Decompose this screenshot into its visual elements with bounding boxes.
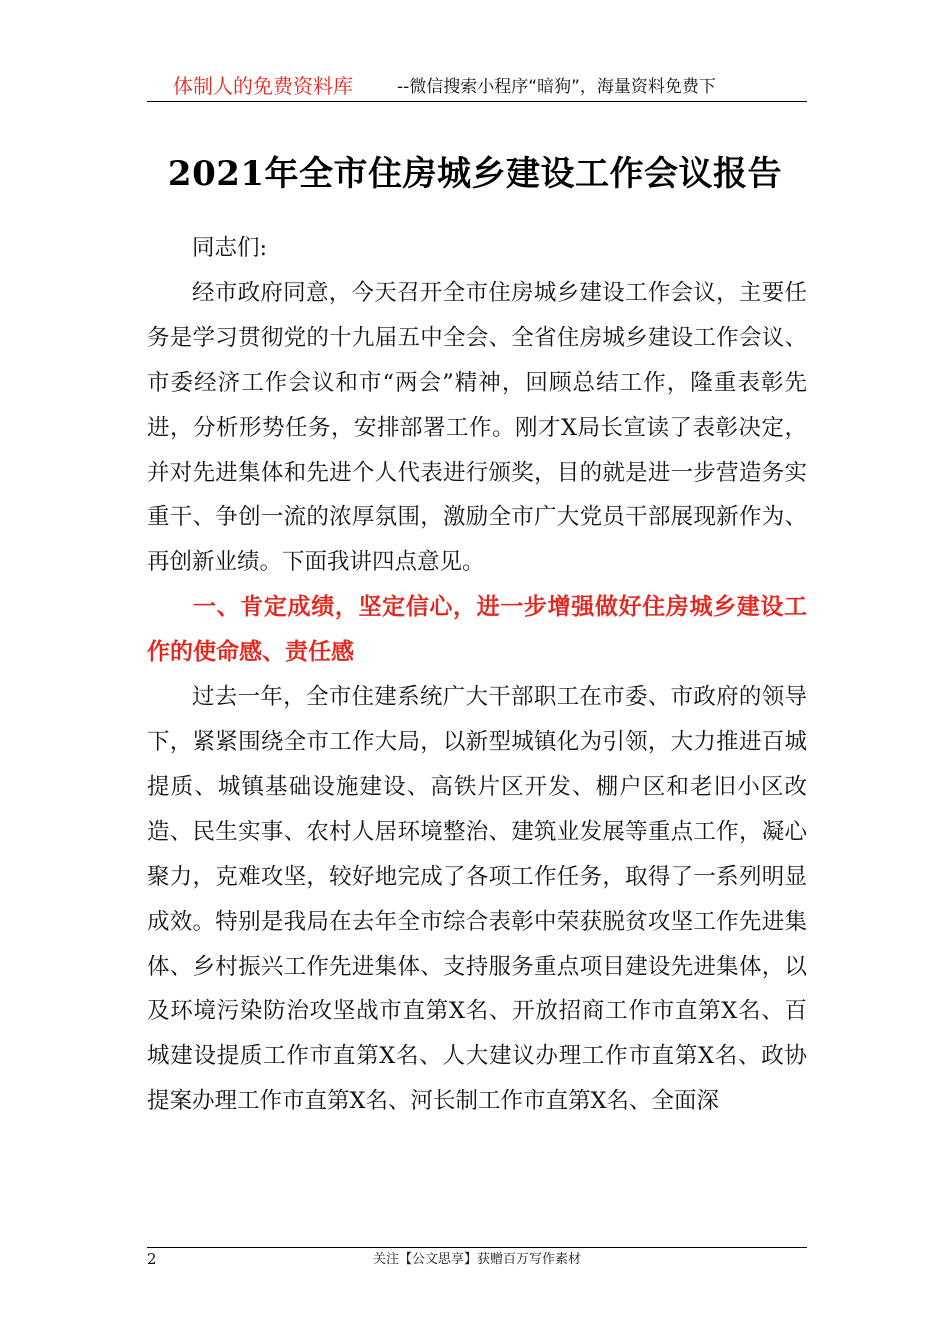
greeting: 同志们: bbox=[192, 235, 268, 261]
document-title: 2021年全市住房城乡建设工作会议报告 bbox=[167, 154, 783, 194]
section-heading: 一、肯定成绩，坚定信心，进一步增强做好住房城乡建设工作的使命感、责任感 bbox=[147, 594, 807, 666]
document-body bbox=[147, 226, 807, 1124]
intro-paragraph: 经市政府同意，今天召开全市住房城乡建设工作会议，主要任务是学习贯彻党的十九届五中全会、全省住房城乡建设工作会议、市委经济工作会议和市“两会”精神，回顾总结工作，隆重表彰先进，分析形势任务，安排部署工作。刚才X局长宣读了表彰决定，并对先进集体和先进个人代表进行颁奖，目的就是进一步营造务实重干、争创一流的浓厚氛围，激励全市广大党员干部展现新作为、再创新业绩。下面我讲四点意见。 bbox=[147, 279, 807, 576]
page-number: 2 bbox=[147, 1250, 157, 1268]
page-header bbox=[147, 73, 807, 102]
header-promo: --微信搜索小程序“暗狗”，海量资料免费下 bbox=[397, 77, 716, 97]
header-brand: 体制人的免费资料库 bbox=[173, 74, 353, 98]
footer-slogan: 关注【公文思享】获赠百万写作素材 bbox=[372, 1252, 581, 1267]
page-footer bbox=[147, 1247, 807, 1270]
section-paragraph: 过去一年，全市住建系统广大干部职工在市委、市政府的领导下，紧紧围绕全市工作大局，以新型城镇化为引领，大力推进百城提质、城镇基础设施建设、高铁片区开发、棚户区和老旧小区改造、民生实事、农村人居环境整治、建筑业发展等重点工作，凝心聚力，克难攻坚，较好地完成了各项工作任务，取得了一系列明显成效。特别是我局在去年全市综合表彰中荣获脱贫攻坚工作先进集体、乡村振兴工作先进集体、支持服务重点项目建设先进集体，以及环境污染防治攻坚战市直第X名、开放招商工作市直第X名、百城建设提质工作市直第X名、人大建议办理工作市直第X名、政协提案办理工作市直第X名、河长制工作市直第X名、全面深 bbox=[147, 684, 807, 1115]
